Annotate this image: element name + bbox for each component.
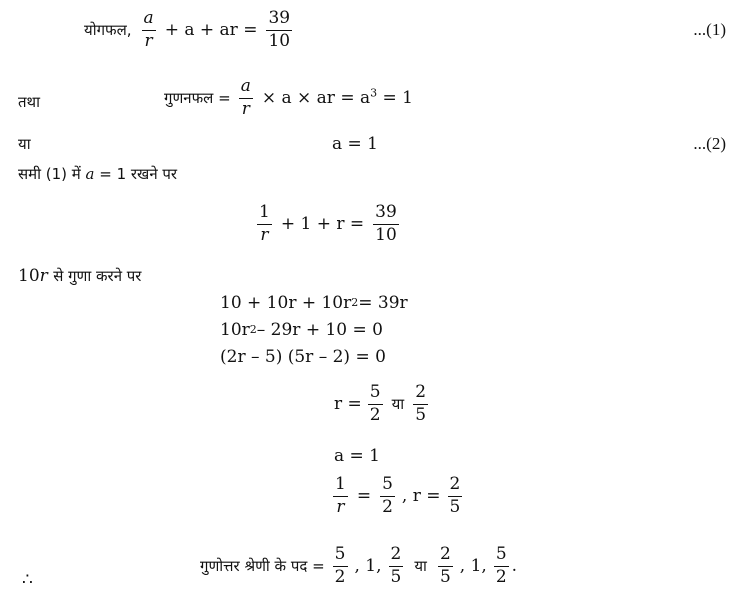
tatha-label: तथा — [18, 93, 41, 111]
fraction-39-over-10: $\frac{39}{10}$ — [268, 8, 291, 51]
ya-label: या — [18, 135, 31, 153]
equation-number-2: ...(2) — [693, 134, 726, 153]
sum-expression: + a + ar = — [164, 20, 258, 41]
quadratic-step-1: 10 + 10r + 10r 2 = 39r — [220, 293, 408, 313]
gp-terms-line: गुणोत्तर श्रेणी के पद = $\frac{5}{2}$ , 1, $\frac{2}{5}$ या $\frac{2}{5}$ , 1, $\frac{5}{2}$ . — [200, 544, 518, 587]
fraction-1-over-r: $\frac{1}{r}$ — [259, 202, 270, 245]
factored-equation: (2r – 5) (5r – 2) = 0 — [220, 347, 386, 367]
fraction-1-over-r-b: $\frac{1}{r}$ — [335, 474, 346, 517]
fraction-a-over-r-2: $\frac{a}{r}$ — [240, 76, 251, 119]
multiply-line: 10 r से गुणा करने पर — [18, 266, 142, 286]
reciprocal-line: $\frac{1}{r}$ = $\frac{5}{2}$ , r = $\frac{2}{5}$ — [335, 474, 461, 517]
sum-equation — [84, 10, 295, 51]
a-equals-1-again: a = 1 — [334, 446, 381, 466]
fraction-a-over-r: $\frac{a}{r}$ — [143, 8, 154, 51]
sum-label: योगफल, — [84, 21, 132, 40]
fraction-5-over-2-b: $\frac{5}{2}$ — [382, 474, 393, 517]
substituted-equation: $\frac{1}{r}$ + 1 + r = $\frac{39}{10}$ — [259, 202, 397, 245]
product-label: गुणनफल = — [164, 89, 231, 108]
fraction-5-over-2: $\frac{5}{2}$ — [369, 382, 381, 425]
fraction-39-over-10-b: $\frac{39}{10}$ — [375, 202, 397, 245]
quadratic-step-2: 10r 2 – 29r + 10 = 0 — [220, 320, 383, 340]
term-fraction-2-5: $\frac{2}{5}$ — [390, 544, 402, 587]
term-fraction-5-2: $\frac{5}{2}$ — [334, 544, 346, 587]
substitute-line: समी (1) में a = 1 रखने पर — [18, 165, 178, 183]
product-equation — [164, 78, 419, 119]
term-fraction-2-5-b: $\frac{2}{5}$ — [439, 544, 451, 587]
product-expression: × a × ar = $a^3 = 1$ — [261, 86, 413, 109]
a-equals-1: a = 1 — [332, 134, 379, 154]
fraction-2-over-5-b: $\frac{2}{5}$ — [449, 474, 461, 517]
gp-terms-label: गुणोत्तर श्रेणी के पद = — [200, 557, 325, 576]
term-fraction-5-2-b: $\frac{5}{2}$ — [495, 544, 507, 587]
fraction-2-over-5: $\frac{2}{5}$ — [415, 382, 427, 425]
therefore-symbol: ∴ — [22, 570, 33, 590]
r-solutions: r = $\frac{5}{2}$ या $\frac{2}{5}$ — [334, 382, 427, 425]
equation-number-1: ...(1) — [693, 20, 726, 39]
